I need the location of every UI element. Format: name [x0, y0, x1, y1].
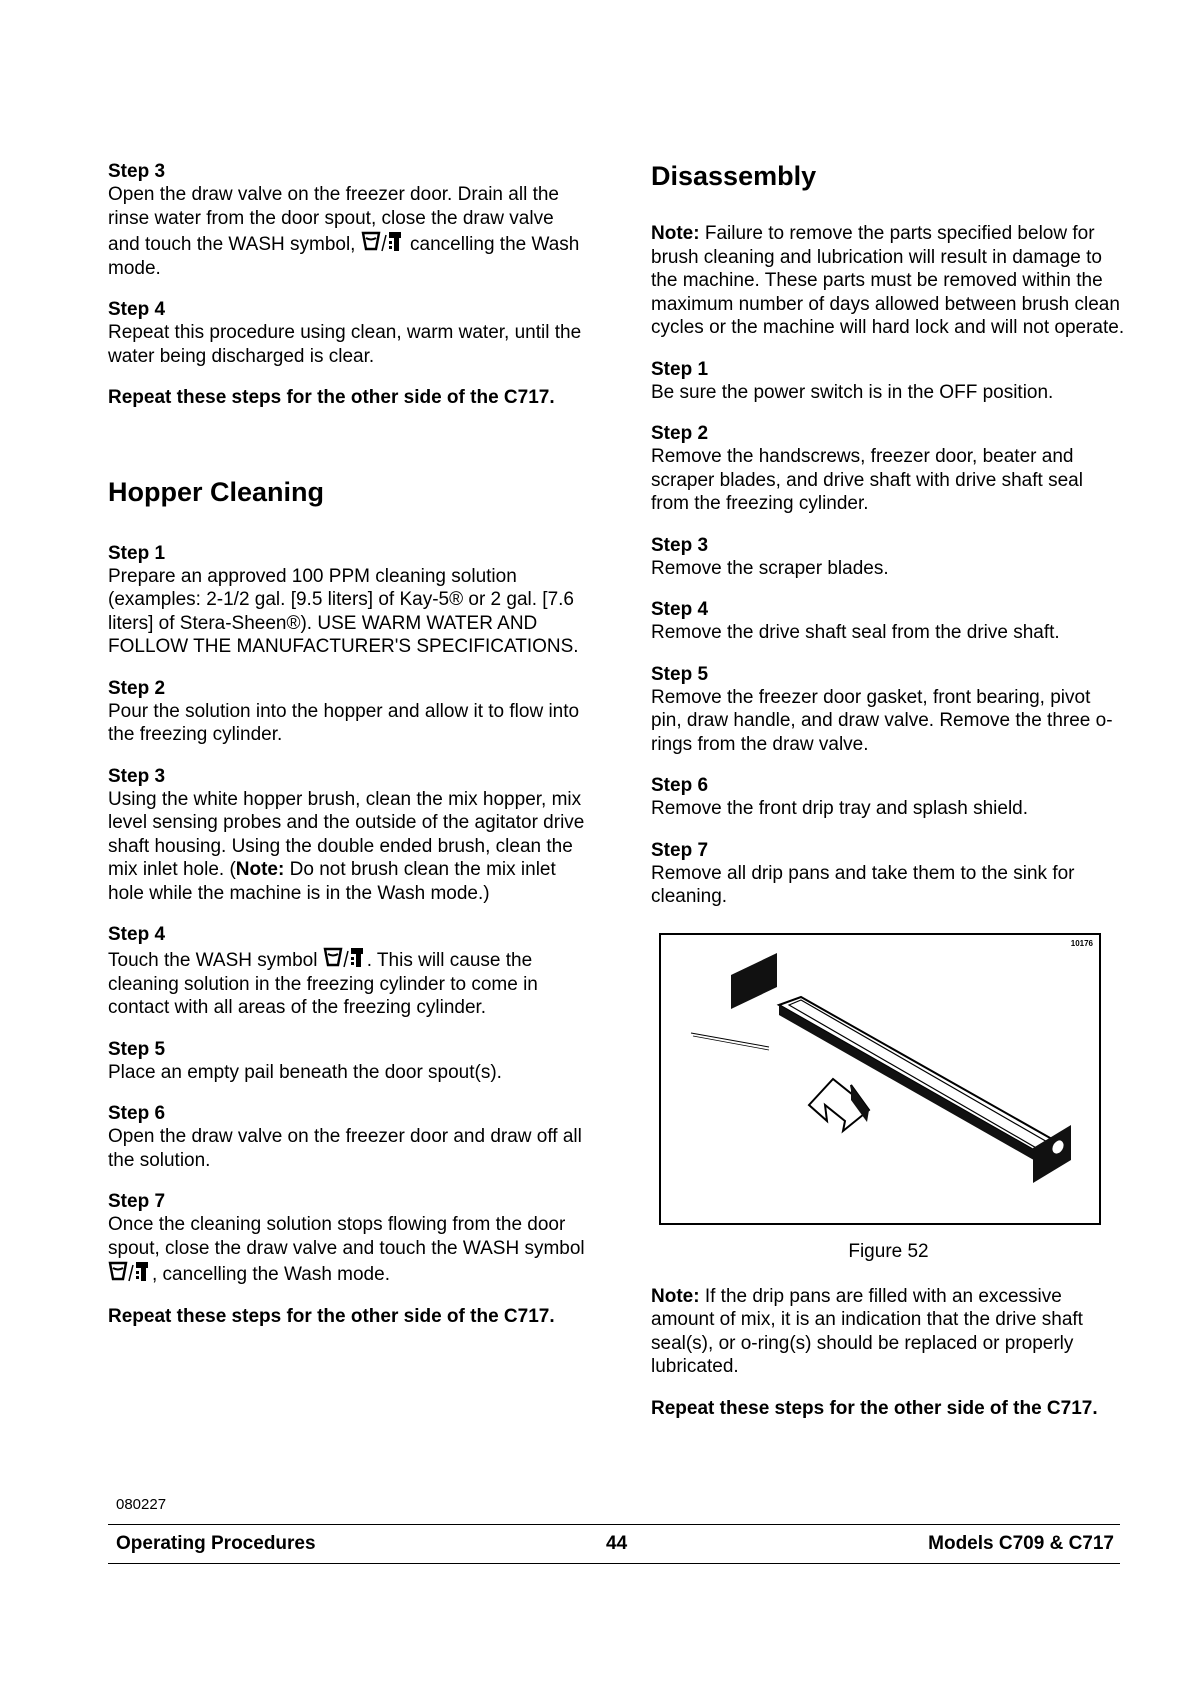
disassembly-step-3	[651, 534, 1126, 581]
step-text: Remove all drip pans and take them to the sink for cleaning.	[651, 862, 1075, 907]
disassembly-step-2	[651, 422, 1126, 516]
step-text: Remove the scraper blades.	[651, 557, 889, 579]
hopper-cleaning-heading: Hopper Cleaning	[108, 476, 325, 507]
step-label: Step 5	[108, 1038, 166, 1060]
wash-symbol-icon	[108, 1260, 152, 1282]
figure-caption: Figure 52	[848, 1240, 929, 1262]
disassembly-heading: Disassembly	[651, 161, 817, 191]
step-text: Pour the solution into the hopper and allow it to flow into the freezing cylinder.	[108, 700, 580, 745]
wash-symbol-icon	[361, 230, 405, 252]
step-label: Step 6	[108, 1103, 166, 1124]
step-label: Step 4	[108, 924, 166, 945]
repeat-note: Repeat these steps for the other side of the C717.	[108, 387, 555, 408]
step-3-rinse	[108, 160, 588, 280]
step-text: Once the cleaning solution stops flowing from the door spout, close the draw valve and touch the WASH symbol , cancelling the Wash mode.	[108, 1214, 585, 1285]
step-label: Step 4	[651, 599, 709, 620]
step-text: Remove the handscrews, freezer door, beater and scraper blades, and drive shaft with drive shaft seal from the freezing cylinder.	[651, 446, 1083, 514]
figure-52-drip-pan	[659, 933, 1101, 1225]
step-label: Step 3	[651, 534, 709, 556]
step-label: Step 3	[108, 765, 166, 787]
step-text: Remove the drive shaft seal from the drive shaft.	[651, 622, 1060, 643]
step-label: Step 2	[651, 423, 709, 444]
hopper-step-2	[108, 677, 588, 747]
disassembly-step-5	[651, 663, 1126, 757]
step-text: Prepare an approved 100 PPM cleaning solution (examples: 2-1/2 gal. [9.5 liters] of Kay-5® or 2 gal. [7.6 liters] of Stera-Sheen®). USE WARM WATER AND FOLLOW THE MANUFACTURER'S SPECIFICATIONS.	[108, 565, 579, 657]
step-label: Step 7	[651, 839, 709, 861]
step-label: Step 7	[108, 1191, 166, 1212]
document-code: 080227	[116, 1496, 167, 1513]
step-label: Step 5	[651, 663, 709, 685]
disassembly-step-7	[651, 839, 1126, 909]
step-text: Open the draw valve on the freezer door. Drain all the rinse water from the door spout, close the draw valve and touch the WASH symbol, cancelling the Wash mode.	[108, 184, 580, 279]
step-text: Place an empty pail beneath the door spout(s).	[108, 1061, 502, 1083]
repeat-note: Repeat these steps for the other side of the C717.	[108, 1305, 555, 1327]
right-column	[651, 160, 1126, 1420]
step-label: Step 1	[651, 358, 709, 380]
repeat-note: Repeat these steps for the other side of the C717.	[651, 1397, 1098, 1419]
step-text: Remove the front drip tray and splash shield.	[651, 798, 1029, 819]
footer-models: Models C709 & C717	[928, 1533, 1114, 1554]
disassembly-step-4	[651, 598, 1126, 645]
drip-pan-illustration	[661, 935, 1099, 1223]
page-footer	[108, 1524, 1120, 1564]
step-label: Step 1	[108, 542, 166, 564]
hopper-step-4	[108, 923, 588, 1020]
step-label: Step 6	[651, 775, 709, 796]
disassembly-step-1	[651, 358, 1126, 405]
wash-symbol-icon	[323, 946, 367, 968]
hopper-step-1	[108, 542, 588, 659]
page-number: 44	[606, 1533, 628, 1554]
disassembly-note: Note: Failure to remove the parts specified below for brush cleaning and lubrication will result in damage to the machine. These parts must be removed within the maximum number of days allowed between brush clean cycles or the machine will hard lock and will not operate.	[651, 223, 1125, 338]
hopper-step-5	[108, 1038, 588, 1085]
drip-tray-part	[731, 953, 777, 1009]
hopper-step-6	[108, 1102, 588, 1172]
hopper-step-3	[108, 765, 588, 906]
step-label: Step 3	[108, 161, 166, 182]
figure-id: 10176	[1070, 938, 1093, 948]
step-text: Remove the freezer door gasket, front bearing, pivot pin, draw handle, and draw valve. Remove the three o-rings from the draw valve.	[651, 686, 1113, 755]
footer-section: Operating Procedures	[116, 1533, 316, 1554]
step-text: Open the draw valve on the freezer door and draw off all the solution.	[108, 1126, 582, 1171]
step-label: Step 4	[108, 299, 166, 320]
step-text: Touch the WASH symbol . This will cause the cleaning solution in the freezing cylinder to come in contact with all areas of the freezing cylinder.	[108, 946, 588, 1020]
step-text: Be sure the power switch is in the OFF position.	[651, 381, 1054, 403]
hopper-step-7	[108, 1190, 588, 1287]
drip-pan-note: Note: If the drip pans are filled with an excessive amount of mix, it is an indication that the drive shaft seal(s), or o-ring(s) should be replaced or properly lubricated.	[651, 1285, 1083, 1377]
step-text: Repeat this procedure using clean, warm water, until the water being discharged is clear.	[108, 322, 582, 367]
disassembly-step-6	[651, 774, 1126, 821]
left-column	[108, 160, 588, 1328]
step-label: Step 2	[108, 677, 166, 699]
step-text: Using the white hopper brush, clean the mix hopper, mix level sensing probes and the outside of the agitator drive shaft housing. Using the double ended brush, clean the mix inlet hole. (Note: Do not brush clean the mix inlet hole while the machine is in the Wash mode.)	[108, 788, 585, 904]
step-4-rinse	[108, 298, 588, 368]
